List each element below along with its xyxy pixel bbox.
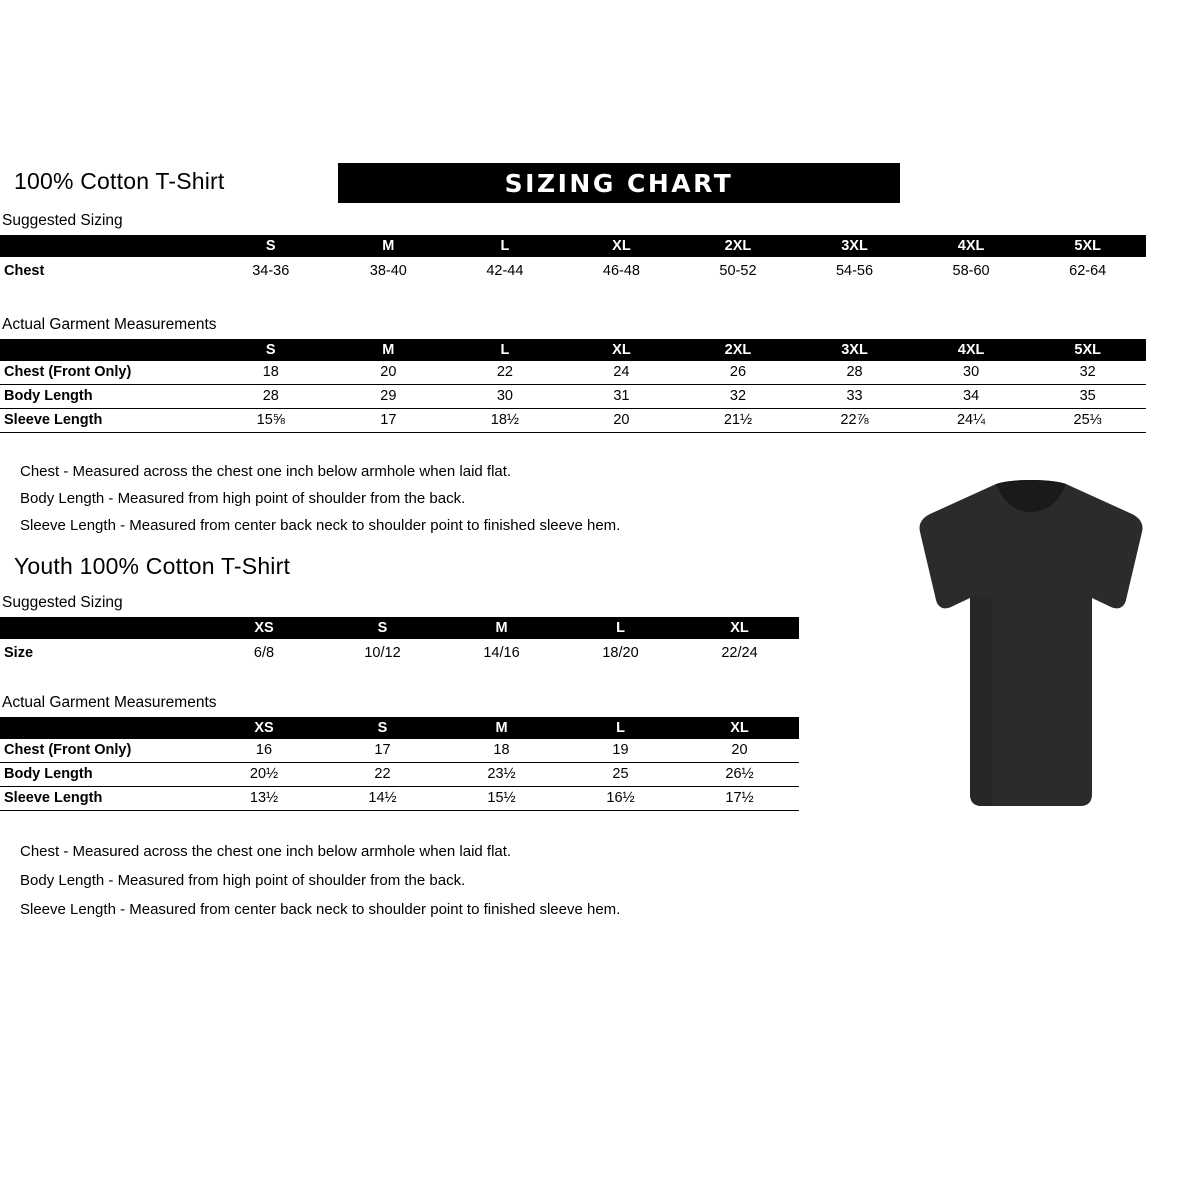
col-header: L [500,238,510,254]
cell: 17 [323,739,442,763]
adult-suggested-sizing-table [0,235,1146,285]
adult-section-title: 100% Cotton T-Shirt [14,168,225,194]
cell: 17 [330,409,447,433]
col-header: 2XL [724,342,752,358]
col-header: 5XL [1074,238,1101,254]
col-header: S [377,620,388,636]
cell: 62-64 [1069,263,1107,279]
cell: 20 [680,739,799,763]
col-header: XL [612,238,631,254]
table-row [0,763,799,787]
cell: 38-40 [369,263,407,279]
col-header: XL [730,720,749,736]
adult-note-chest: Chest - Measured across the chest one inch below armhole when laid flat. [20,463,512,480]
col-header: 3XL [841,342,868,358]
col-header: 4XL [957,238,985,254]
col-header: M [495,620,508,636]
cell: 10/12 [364,645,401,661]
table-row [0,787,799,811]
cell: 22⅞ [796,409,913,433]
youth-note-chest: Chest - Measured across the chest one inch below armhole when laid flat. [20,843,512,860]
col-header: M [382,342,395,358]
cell: 20 [563,409,680,433]
table-row [0,385,1146,409]
youth-note-body-length: Body Length - Measured from high point of shoulder from the back. [20,872,466,889]
row-label: Size [4,645,34,661]
col-header: XS [254,720,274,736]
cell: 25 [561,763,680,787]
cell: 22/24 [721,645,758,661]
cell: 30 [913,361,1030,385]
col-header: M [382,238,395,254]
sizing-chart-banner [338,163,900,203]
youth-suggested-sizing-table [0,617,799,667]
cell: 14½ [323,787,442,811]
cell: 54-56 [835,263,874,279]
cell: 26 [680,361,797,385]
col-header: L [616,620,625,636]
col-header: 4XL [957,342,985,358]
col-header: XS [254,620,274,636]
cell: 29 [330,385,447,409]
cell: 31 [563,385,680,409]
row-label: Body Length [0,763,205,787]
cell: 24 [563,361,680,385]
col-header [0,339,211,361]
col-header: 3XL [841,238,868,254]
cell: 15⅝ [211,409,330,433]
cell: 16½ [561,787,680,811]
cell: 28 [796,361,913,385]
adult-measurements-table [0,339,1146,433]
adult-suggested-sizing-label: Suggested Sizing [2,212,123,229]
adult-actual-measurements-label: Actual Garment Measurements [2,316,217,333]
row-label: Chest [4,263,45,279]
cell: 18 [442,739,561,763]
cell: 34 [913,385,1030,409]
table-row [0,739,799,763]
cell: 34-36 [252,263,290,279]
col-header: L [500,342,510,358]
cell: 15½ [442,787,561,811]
cell: 35 [1029,385,1146,409]
cell: 58-60 [952,263,990,279]
cell: 19 [561,739,680,763]
table-row [0,257,1146,285]
row-label: Sleeve Length [0,787,205,811]
table-row [0,361,1146,385]
col-header: 2XL [724,238,752,254]
row-label: Chest (Front Only) [0,739,205,763]
col-header [0,717,205,739]
cell: 32 [1029,361,1146,385]
cell: 25⅓ [1029,409,1146,433]
cell: 18½ [447,409,564,433]
cell: 32 [680,385,797,409]
cell: 26½ [680,763,799,787]
row-label: Sleeve Length [0,409,211,433]
col-header [0,235,211,257]
youth-measurements-table [0,717,799,811]
cell: 46-48 [602,263,640,279]
youth-note-sleeve-length: Sleeve Length - Measured from center back neck to shoulder point to finished sleeve hem. [20,901,621,918]
cell: 30 [447,385,564,409]
table-row [0,639,799,667]
col-header: XL [730,620,749,636]
sizing-chart-banner-label: SIZING CHART [504,168,734,198]
cell: 17½ [680,787,799,811]
col-header: M [495,720,508,736]
cell: 18/20 [602,645,639,661]
cell: 21½ [680,409,797,433]
col-header: 5XL [1074,342,1101,358]
cell: 24¼ [913,409,1030,433]
cell: 33 [796,385,913,409]
tshirt-illustration [900,478,1162,808]
cell: 20 [330,361,447,385]
cell: 16 [205,739,323,763]
cell: 50-52 [719,263,757,279]
youth-section-title: Youth 100% Cotton T-Shirt [14,553,291,579]
row-label: Chest (Front Only) [0,361,211,385]
youth-suggested-sizing-label: Suggested Sizing [2,594,123,611]
cell: 28 [211,385,330,409]
cell: 14/16 [483,645,520,661]
adult-note-sleeve-length: Sleeve Length - Measured from center back neck to shoulder point to finished sleeve hem. [20,517,621,534]
table-header-row [0,235,1146,257]
cell: 23½ [442,763,561,787]
cell: 18 [211,361,330,385]
youth-actual-measurements-label: Actual Garment Measurements [2,694,217,711]
table-header-row [0,717,799,739]
cell: 13½ [205,787,323,811]
cell: 22 [447,361,564,385]
table-header-row [0,339,1146,361]
col-header: XL [612,342,631,358]
cell: 22 [323,763,442,787]
col-header: L [616,720,625,736]
col-header: S [377,720,388,736]
adult-note-body-length: Body Length - Measured from high point of shoulder from the back. [20,490,466,507]
col-header: S [265,238,276,254]
col-header [0,617,205,639]
cell: 20½ [205,763,323,787]
table-row [0,409,1146,433]
table-header-row [0,617,799,639]
row-label: Body Length [0,385,211,409]
cell: 6/8 [253,645,275,661]
cell: 42-44 [486,263,524,279]
col-header: S [265,342,276,358]
